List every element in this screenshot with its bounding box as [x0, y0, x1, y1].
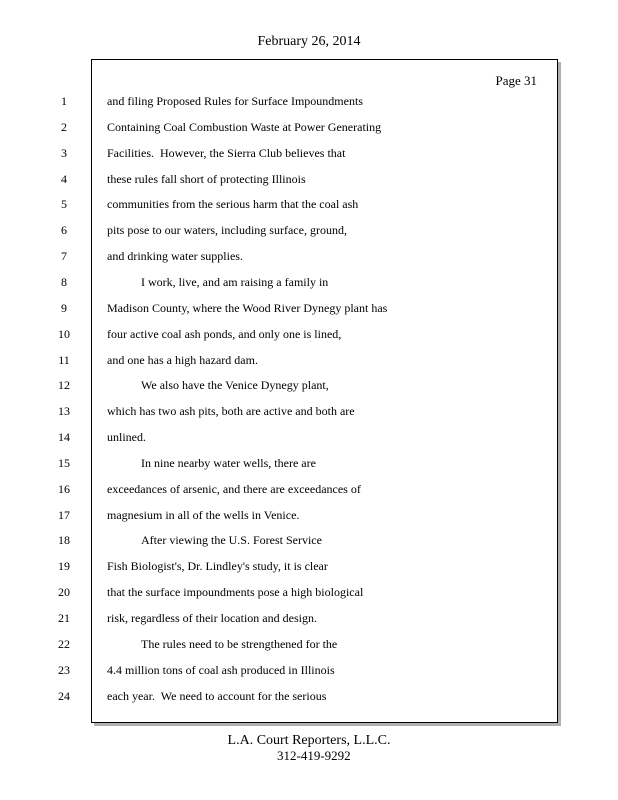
- line-text: exceedances of arsenic, and there are exceedances of: [107, 481, 361, 496]
- line-number: 6: [61, 223, 67, 238]
- transcript-line: [0, 348, 618, 372]
- transcript-line: [0, 218, 618, 242]
- line-number: 15: [58, 455, 70, 470]
- transcript-line: [0, 451, 618, 475]
- line-text: Fish Biologist's, Dr. Lindley's study, it is clear: [107, 559, 328, 574]
- line-number: 20: [58, 585, 70, 600]
- line-text: that the surface impoundments pose a high biological: [107, 585, 364, 600]
- transcript-date: February 26, 2014: [257, 34, 361, 49]
- line-text: risk, regardless of their location and design.: [107, 611, 317, 625]
- transcript-line: [0, 606, 618, 630]
- line-number: 22: [58, 636, 70, 651]
- line-text: unlined.: [107, 430, 146, 445]
- line-number: 7: [61, 249, 67, 264]
- line-number: 17: [58, 507, 70, 522]
- page-number: Page 31: [495, 73, 537, 88]
- line-text: four active coal ash ponds, and only one is lined,: [107, 326, 342, 341]
- line-text: and drinking water supplies.: [107, 249, 243, 264]
- line-text: magnesium in all of the wells in Venice.: [107, 507, 300, 522]
- line-number: 23: [58, 662, 70, 677]
- transcript-line: [0, 115, 618, 139]
- line-number: 14: [58, 430, 70, 445]
- line-number: 3: [61, 145, 67, 160]
- transcript-line: [0, 192, 618, 216]
- transcript-line: [0, 270, 618, 294]
- transcript-line: [0, 425, 618, 449]
- transcript-line: [0, 580, 618, 604]
- line-text: pits pose to our waters, including surface, ground,: [107, 223, 347, 238]
- transcript-line: [0, 554, 618, 578]
- line-text: The rules need to be strengthened for the: [141, 636, 338, 651]
- line-number: 10: [58, 326, 70, 341]
- line-text: Madison County, where the Wood River Dynegy plant has: [107, 300, 388, 315]
- line-number: 5: [61, 197, 67, 212]
- transcript-line: [0, 89, 618, 113]
- footer-phone: 312-419-9292: [277, 748, 351, 763]
- line-number: 24: [58, 688, 70, 703]
- transcript-line: [0, 244, 618, 268]
- transcript-line: [0, 503, 618, 527]
- transcript-line: [0, 167, 618, 191]
- transcript-line: [0, 528, 618, 552]
- line-text: Containing Coal Combustion Waste at Power Generating: [107, 119, 382, 134]
- line-number: 21: [58, 611, 70, 625]
- transcript-line: [0, 322, 618, 346]
- line-number: 8: [61, 274, 67, 289]
- transcript-line: [0, 141, 618, 165]
- line-text: After viewing the U.S. Forest Service: [141, 533, 322, 548]
- line-text: each year. We need to account for the serious: [107, 688, 327, 703]
- line-number: 2: [61, 119, 67, 134]
- line-number: 1: [61, 94, 67, 108]
- line-text: In nine nearby water wells, there are: [141, 455, 316, 470]
- line-text: these rules fall short of protecting Illinois: [107, 171, 306, 186]
- line-number: 12: [58, 378, 70, 393]
- line-text: 4.4 million tons of coal ash produced in Illinois: [107, 662, 335, 677]
- line-number: 18: [58, 533, 70, 548]
- line-text: which has two ash pits, both are active and both are: [107, 404, 355, 419]
- line-text: and filing Proposed Rules for Surface Impoundments: [107, 94, 363, 108]
- line-number: 19: [58, 559, 70, 574]
- transcript-line: [0, 399, 618, 423]
- line-text: I work, live, and am raising a family in: [141, 274, 329, 289]
- line-text: communities from the serious harm that the coal ash: [107, 197, 359, 212]
- transcript-line: [0, 373, 618, 397]
- footer-company: L.A. Court Reporters, L.L.C.: [227, 733, 391, 748]
- line-text: We also have the Venice Dynegy plant,: [141, 378, 329, 393]
- line-number: 11: [58, 352, 70, 367]
- line-number: 13: [58, 404, 70, 419]
- transcript-line: [0, 684, 618, 708]
- line-text: Facilities. However, the Sierra Club believes that: [107, 145, 346, 160]
- line-number: 16: [58, 481, 70, 496]
- line-number: 9: [61, 300, 67, 315]
- line-number: 4: [61, 171, 67, 186]
- transcript-line: [0, 477, 618, 501]
- line-text: and one has a high hazard dam.: [107, 352, 258, 367]
- transcript-line: [0, 296, 618, 320]
- transcript-line: [0, 658, 618, 682]
- transcript-line: [0, 632, 618, 656]
